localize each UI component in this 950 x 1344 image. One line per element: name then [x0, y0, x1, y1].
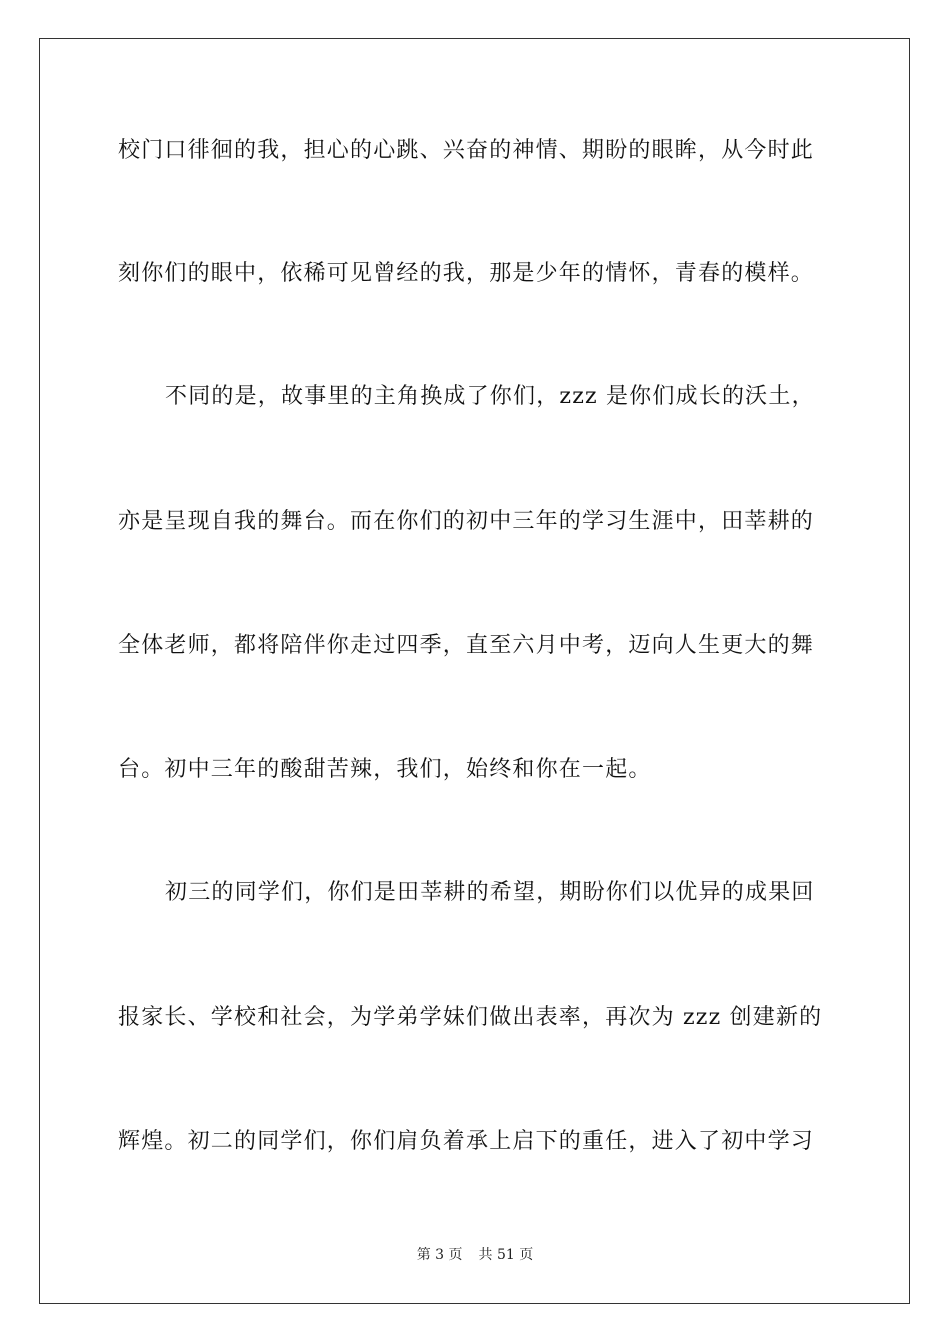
text-line-7: 初三的同学们，你们是田莘耕的希望，期盼你们以优异的成果回	[165, 880, 815, 905]
text-line-5: 全体老师，都将陪伴你走过四季，直至六月中考，迈向人生更大的舞	[118, 633, 815, 658]
page-number: 第 3 页	[416, 1247, 463, 1263]
text-line-2: 刻你们的眼中，依稀可见曾经的我，那是少年的情怀，青春的模样。	[118, 261, 815, 286]
text-line-1: 校门口徘徊的我，担心的心跳、兴奋的神情、期盼的眼眸，从今时此	[118, 138, 815, 163]
text-line-6: 台。初中三年的酸甜苦辣，我们，始终和你在一起。	[118, 757, 652, 782]
page-footer	[0, 1246, 950, 1264]
text-line-4: 亦是呈现自我的舞台。而在你们的初中三年的学习生涯中，田莘耕的	[118, 509, 815, 534]
text-line-3: 不同的是，故事里的主角换成了你们，zzz 是你们成长的沃土，	[165, 384, 815, 409]
page-border	[39, 38, 910, 1304]
text-line-9: 辉煌。初二的同学们，你们肩负着承上启下的重任，进入了初中学习	[118, 1129, 815, 1154]
page-total: 共 51 页	[478, 1247, 534, 1263]
text-line-8: 报家长、学校和社会，为学弟学妹们做出表率，再次为 zzz 创建新的	[118, 1005, 823, 1030]
